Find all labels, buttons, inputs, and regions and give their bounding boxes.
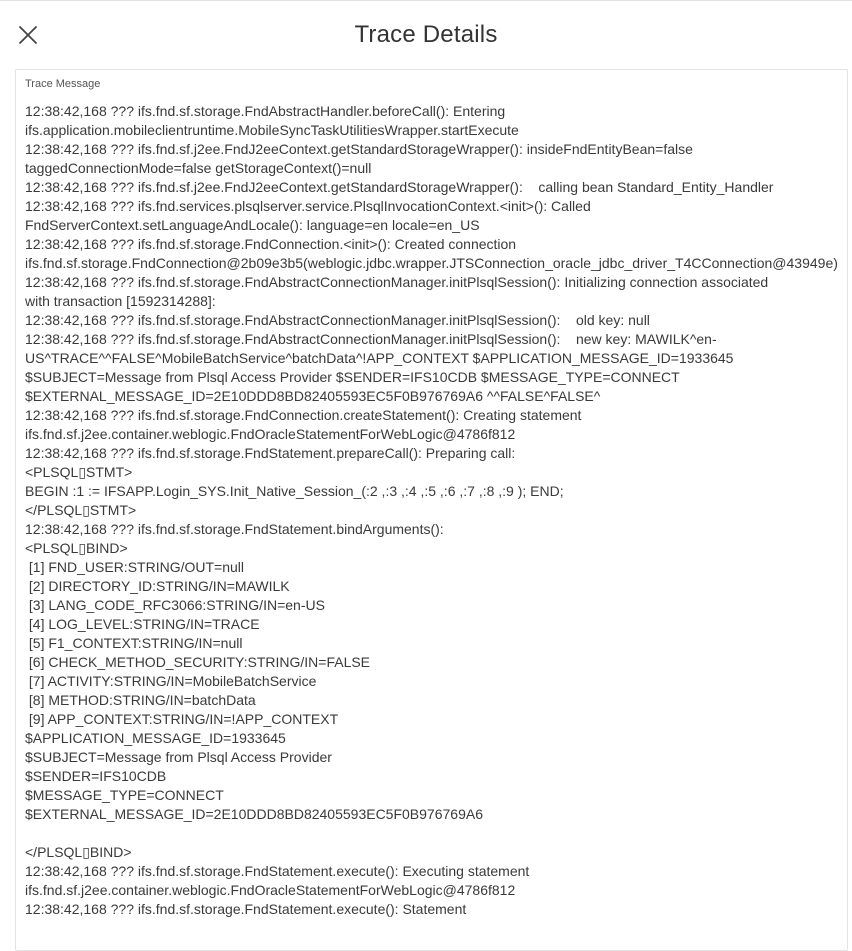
dialog-title: Trace Details: [354, 21, 498, 48]
trace-message-panel[interactable]: [15, 69, 848, 951]
trace-message-text[interactable]: 12:38:42,168 ??? ifs.fnd.sf.storage.FndAbstractHandler.beforeCall(): Entering ifs.application.mobileclientruntime.MobileSyncTaskUtilitiesWrapper.startExecute 12:38:42,168 ??? ifs.fnd.sf.j2ee.FndJ2eeContext.getStandardStorageWrapper(): insideFndEntityBean=false taggedConnectionMode=false getStorageContext()=null 12:38:42,168 ??? ifs.fnd.sf.j2ee.FndJ2eeContext.getStandardStorageWrapper(): calling bean Standard_Entity_Handler 12:38:42,168 ??? ifs.fnd.services.plsqlserver.service.PlsqlInvocationContext.<init>(): Called FndServerContext.setLanguageAndLocale(): language=en locale=en_US 12:38:42,168 ??? ifs.fnd.sf.storage.FndConnection.<init>(): Created connection ifs.fnd.sf.storage.FndConnection@2b09e3b5(weblogic.jdbc.wrapper.JTSConnection_oracle_jdbc_driver_T4CConnection@43949e) 12:38:42,168 ??? ifs.fnd.sf.storage.FndAbstractConnectionManager.initPlsqlSession(): Initializing connection associated with transaction [1592314288]: 12:38:42,168 ??? ifs.fnd.sf.storage.FndAbstractConnectionManager.initPlsqlSession(): old key: null 12:38:42,168 ??? ifs.fnd.sf.storage.FndAbstractConnectionManager.initPlsqlSession(): new key: MAWILK^en- US^TRACE^^FALSE^MobileBatchService^batchData^!APP_CONTEXT $APPLICATION_MESSAGE_ID=1933645 $SUBJECT=Message from Plsql Access Provider $SENDER=IFS10CDB $MESSAGE_TYPE=CONNECT $EXTERNAL_MESSAGE_ID=2E10DDD8BD82405593EC5F0B976769A6 ^^FALSE^FALSE^ 12:38:42,168 ??? ifs.fnd.sf.storage.FndConnection.createStatement(): Creating statement ifs.fnd.sf.j2ee.container.weblogic.FndOracleStatementForWebLogic@4786f812 12:38:42,168 ??? ifs.fnd.sf.storage.FndStatement.prepareCall(): Preparing call: <PLSQL▯STMT> BEGIN :1 := IFSAPP.Login_SYS.Init_Native_Session_(:2 ,:3 ,:4 ,:5 ,:6 ,:7 ,:8 ,:9 ); END; </PLSQL▯STMT> 12:38:42,168 ??? ifs.fnd.sf.storage.FndStatement.bindArguments(): <PLSQL▯BIND> [1] FND_USER:STRING/OUT=null [2] DIRECTORY_ID:STRING/IN=MAWILK [3] LANG_CODE_RFC3066:STRING/IN=en-US [4] LOG_LEVEL:STRING/IN=TRACE [5] F1_CONTEXT:STRING/IN=null [6] CHECK_METHOD_SECURITY:STRING/IN=FALSE [7] ACTIVITY:STRING/IN=MobileBatchService [8] METHOD:STRING/IN=batchData [9] APP_CONTEXT:STRING/IN=!APP_CONTEXT $APPLICATION_MESSAGE_ID=1933645 $SUBJECT=Message from Plsql Access Provider $SENDER=IFS10CDB $MESSAGE_TYPE=CONNECT $EXTERNAL_MESSAGE_ID=2E10DDD8BD82405593EC5F0B976769A6 </PLSQL▯BIND> 12:38:42,168 ??? ifs.fnd.sf.storage.FndStatement.execute(): Executing statement ifs.fnd.sf.j2ee.container.weblogic.FndOracleStatementForWebLogic@4786f812 12:38:42,168 ??? ifs.fnd.sf.storage.FndStatement.execute(): Statement: [25, 103, 838, 917]
dialog-header: [0, 1, 852, 67]
trace-message-label: Trace Message: [25, 78, 101, 90]
